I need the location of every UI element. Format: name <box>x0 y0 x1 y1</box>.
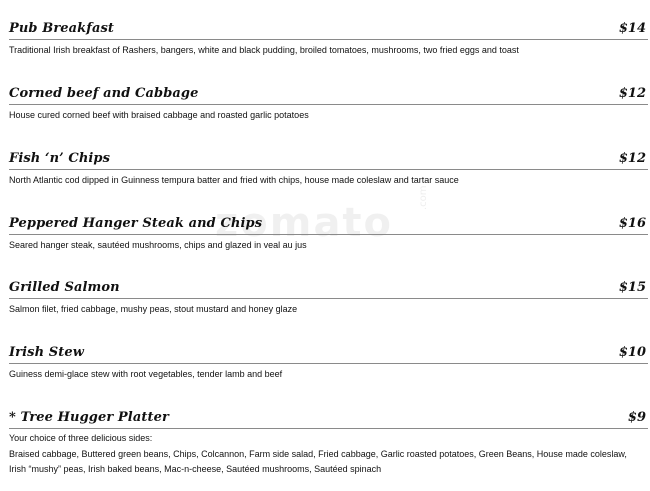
menu-item-hanger-steak <box>9 212 648 253</box>
menu-item-price: $14 <box>618 21 646 36</box>
menu-item-pub-breakfast <box>9 17 648 58</box>
menu-item-name: * Tree Hugger Platter <box>9 410 169 425</box>
menu-item-header <box>9 147 648 170</box>
menu-item-price: $12 <box>618 86 646 101</box>
menu-item-grilled-salmon <box>9 276 648 317</box>
menu-item-name: Irish Stew <box>9 345 85 360</box>
watermark: zomato <box>215 200 394 246</box>
menu-item-description: Seared hanger steak, sautéed mushrooms, chips and glazed in veal au jus <box>9 240 307 250</box>
menu-item-description: Traditional Irish breakfast of Rashers, bangers, white and black pudding, broiled tomatoes, mushrooms, two fried eggs and toast <box>9 45 519 55</box>
menu-item-name: Corned beef and Cabbage <box>9 86 199 101</box>
menu-item-description: House cured corned beef with braised cabbage and roasted garlic potatoes <box>9 110 309 120</box>
menu-item-header <box>9 341 648 364</box>
sides-list <box>9 431 648 478</box>
menu-item-price: $12 <box>618 151 646 166</box>
menu-item-name: Grilled Salmon <box>9 280 120 295</box>
menu-item-corned-beef <box>9 82 648 123</box>
menu-item-name: Pub Breakfast <box>9 21 115 36</box>
menu-item-price: $15 <box>618 280 646 295</box>
menu-item-price: $16 <box>618 216 646 231</box>
menu-item-header <box>9 17 648 40</box>
menu-item-tree-hugger-platter <box>9 406 648 478</box>
menu-item-price: $10 <box>618 345 646 360</box>
sides-intro: Your choice of three delicious sides: <box>9 433 153 443</box>
menu-item-fish-n-chips <box>9 147 648 188</box>
menu-item-price: $9 <box>627 410 646 425</box>
watermark-suffix: .com <box>418 185 429 210</box>
sides-line: Irish “mushy” peas, Irish baked beans, Mac-n-cheese, Sautéed mushrooms, Sautéed spinach <box>9 464 382 474</box>
menu-item-description: Guiness demi-glace stew with root vegetables, tender lamb and beef <box>9 369 283 379</box>
menu-item-description: Salmon filet, fried cabbage, mushy peas, stout mustard and honey glaze <box>9 304 298 314</box>
menu-item-header <box>9 82 648 105</box>
sides-line: Braised cabbage, Buttered green beans, Chips, Colcannon, Farm side salad, Fried cabbage, Garlic roasted potatoes, Green Beans, House made coleslaw, <box>9 448 627 459</box>
menu-item-name: Fish ‘n’ Chips <box>9 151 111 166</box>
menu-item-irish-stew <box>9 341 648 382</box>
menu-item-header <box>9 406 648 429</box>
menu-item-header <box>9 276 648 299</box>
menu-item-header <box>9 212 648 235</box>
menu-item-name: Peppered Hanger Steak and Chips <box>9 216 263 231</box>
menu-item-description: North Atlantic cod dipped in Guinness tempura batter and fried with chips, house made coleslaw and tartar sauce <box>9 175 459 185</box>
